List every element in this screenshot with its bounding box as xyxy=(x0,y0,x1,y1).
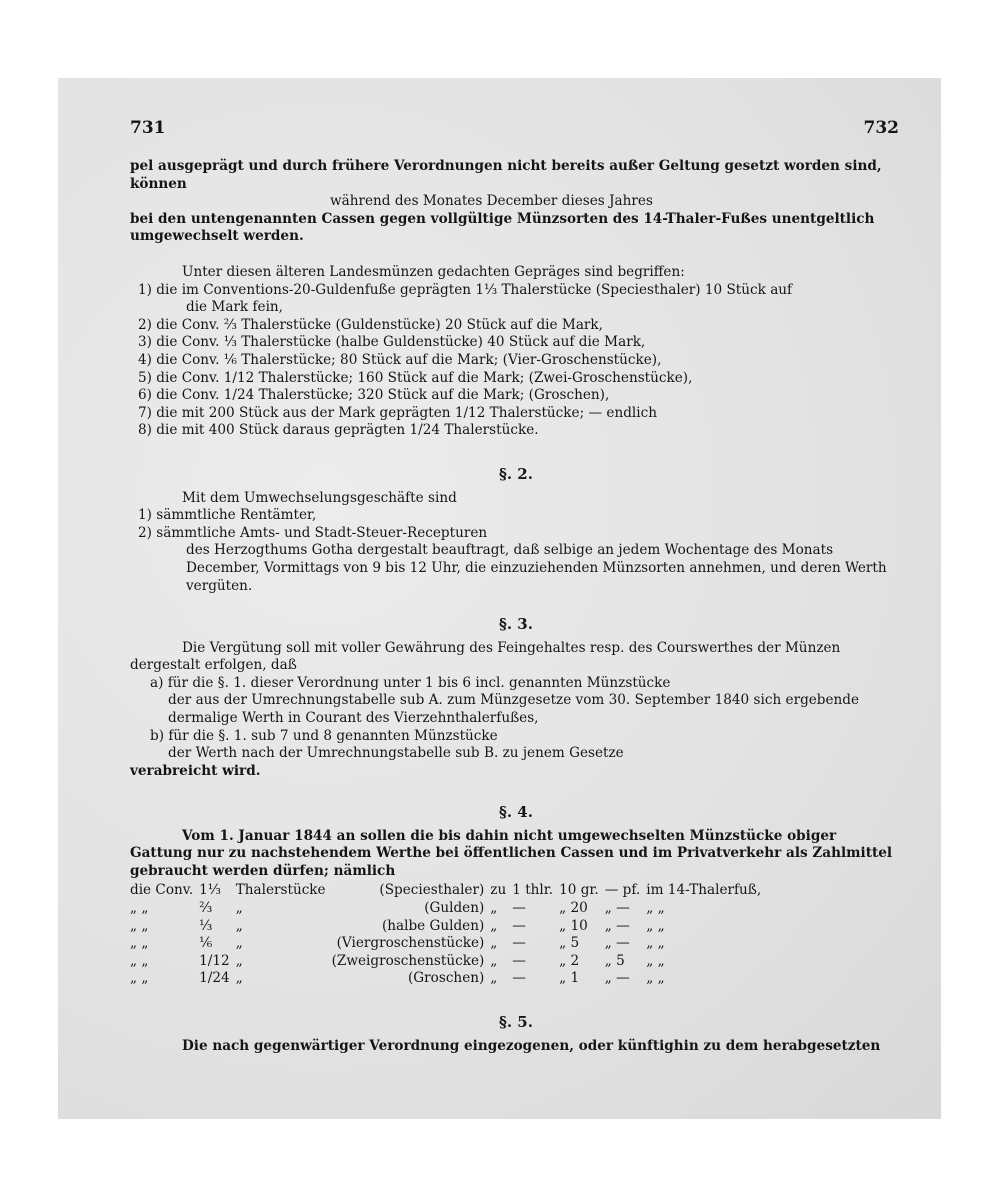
section-2-heading: §. 2. xyxy=(499,465,533,483)
s3-b-cont: der Werth nach der Umrechnungstabelle sub B. zu jenem Gesetze xyxy=(168,745,624,762)
s3-a-text: für die §. 1. dieser Verordnung unter 1 bis 6 incl. genannten Münzstücke xyxy=(167,674,671,691)
s2-cont: des Herzogthums Gotha dergestalt beauftragt, daß selbige an jedem Wochentage des Monats December, Vormittags von 9 bis 12 Uhr, die einzuziehenden Münzsorten annehmen, und deren Werth vergüten. xyxy=(186,542,887,594)
cell-frac: 1/12 xyxy=(199,952,230,969)
section-4 xyxy=(130,804,902,988)
s3-end: verabreicht wird. xyxy=(130,762,261,779)
list-text: die Conv. 1/24 Thalerstücke; 320 Stück auf die Mark; (Groschen), xyxy=(156,387,610,404)
cell-pf: „ — xyxy=(604,917,630,934)
intro-line-1: pel ausgeprägt und durch frühere Verordnungen nicht bereits außer Geltung gesetzt worden sind, können xyxy=(130,158,882,192)
s2-text: sämmtliche Rentämter, xyxy=(156,507,317,524)
cell-tail: „ „ xyxy=(646,970,665,987)
section-3-heading: §. 3. xyxy=(499,615,533,633)
list-num: 8) xyxy=(138,422,152,439)
coin-list xyxy=(130,264,902,440)
list-text: die im Conventions-20-Guldenfuße geprägten 1⅓ Thalerstücke (Speciesthaler) 10 Stück auf xyxy=(156,281,793,298)
cell-gr: „ 5 xyxy=(559,935,580,952)
list-text: die Conv. ⅙ Thalerstücke; 80 Stück auf die Mark; (Vier-Groschenstücke), xyxy=(156,351,662,368)
cell-thlr: — xyxy=(512,917,526,934)
cell-kind: „ xyxy=(235,935,243,952)
table-row xyxy=(130,918,767,936)
list-intro: Unter diesen älteren Landesmünzen gedachten Gepräges sind begriffen: xyxy=(182,264,685,280)
s3-b-text: für die §. 1. sub 7 und 8 genannten Münzstücke xyxy=(168,727,498,744)
list-text: die Conv. ⅔ Thalerstücke (Guldenstücke) 20 Stück auf die Mark, xyxy=(156,316,603,333)
intro-line-2: während des Monates December dieses Jahres xyxy=(330,193,653,210)
list-text: die mit 400 Stück daraus geprägten 1/24 Thalerstücke. xyxy=(156,422,539,439)
section-4-text: Vom 1. Januar 1844 an sollen die bis dahin nicht umgewechselten Münzstücke obiger Gattung nur zu nachstehendem Werthe bei öffentlichen Cassen und im Privatverkehr als Zahlmittel gebraucht werden dürfen; nämlich xyxy=(130,827,893,879)
cell-name: (halbe Gulden) xyxy=(381,917,485,934)
section-4-heading: §. 4. xyxy=(499,803,533,821)
cell-thlr: — xyxy=(512,970,526,987)
list-num: 3) xyxy=(138,334,152,351)
scanned-page xyxy=(58,78,941,1119)
intro-line-3: bei den untengenannten Cassen gegen vollgültige Münzsorten des 14-Thaler-Fußes unentgeltlich umgewechselt werden. xyxy=(130,210,875,245)
cell-frac: ⅓ xyxy=(199,917,213,934)
cell-name: (Speciesthaler) xyxy=(379,882,485,899)
cell-c1: die Conv. xyxy=(130,882,194,899)
cell-tail: „ „ xyxy=(646,899,665,916)
s3-a-label: a) xyxy=(150,674,164,691)
cell-c1: „ „ xyxy=(130,952,149,969)
cell-tail: „ „ xyxy=(646,935,665,952)
cell-zu: „ xyxy=(490,917,498,934)
section-3-text: Die Vergütung soll mit voller Gewährung des Feingehaltes resp. des Courswerthes der Münzen dergestalt erfolgen, daß xyxy=(130,639,841,674)
cell-frac: 1⅓ xyxy=(199,882,221,899)
cell-kind: „ xyxy=(235,952,243,969)
cell-name: (Gulden) xyxy=(424,899,485,916)
s3-a-cont: der aus der Umrechnungstabelle sub A. zum Münzgesetze vom 30. September 1840 sich ergebende dermalige Werth in Courant des Vierzehnthalerfußes, xyxy=(168,692,860,726)
cell-kind: „ xyxy=(235,970,243,987)
s2-num: 1) xyxy=(138,507,152,524)
cell-c1: „ „ xyxy=(130,935,149,952)
table-row xyxy=(130,953,767,971)
section-2-intro: Mit dem Umwechselungsgeschäfte sind xyxy=(182,489,457,506)
cell-zu: „ xyxy=(490,970,498,987)
list-text: die Conv. ⅓ Thalerstücke (halbe Guldenstücke) 40 Stück auf die Mark, xyxy=(156,334,646,351)
cell-gr: „ 1 xyxy=(559,970,580,987)
s2-num: 2) xyxy=(138,524,152,541)
cell-gr: „ 10 xyxy=(559,917,588,934)
list-num: 5) xyxy=(138,369,152,386)
cell-zu: zu xyxy=(490,882,507,899)
cell-kind: Thalerstücke xyxy=(235,882,326,899)
table-row xyxy=(130,900,767,918)
list-num: 6) xyxy=(138,387,152,404)
cell-zu: „ xyxy=(490,952,498,969)
cell-frac: ⅙ xyxy=(199,935,213,952)
cell-pf: „ — xyxy=(604,970,630,987)
cell-name: (Zweigroschenstücke) xyxy=(331,952,485,969)
cell-tail: „ „ xyxy=(646,952,665,969)
cell-gr: „ 20 xyxy=(559,899,588,916)
cell-c1: „ „ xyxy=(130,899,149,916)
s3-b-label: b) xyxy=(150,727,165,744)
cell-tail: im 14-Thalerfuß, xyxy=(646,882,762,899)
section-3 xyxy=(130,616,902,780)
list-num: 4) xyxy=(138,351,152,368)
cell-pf: „ 5 xyxy=(604,952,625,969)
intro-paragraph xyxy=(130,158,902,246)
cell-thlr: 1 thlr. xyxy=(512,882,554,899)
table-row xyxy=(130,970,767,988)
cell-pf: „ — xyxy=(604,935,630,952)
cell-gr: 10 gr. xyxy=(559,882,599,899)
cell-kind: „ xyxy=(235,899,243,916)
cell-zu: „ xyxy=(490,935,498,952)
table-row xyxy=(130,935,767,953)
cell-name: (Groschen) xyxy=(408,970,485,987)
page-number-left: 731 xyxy=(130,118,166,138)
cell-frac: ⅔ xyxy=(199,899,213,916)
cell-frac: 1/24 xyxy=(199,970,230,987)
cell-thlr: — xyxy=(512,952,526,969)
cell-gr: „ 2 xyxy=(559,952,580,969)
section-5-heading: §. 5. xyxy=(499,1013,533,1031)
table-row xyxy=(130,882,767,900)
section-5-text: Die nach gegenwärtiger Verordnung eingezogenen, oder künftighin zu dem herabgesetzten xyxy=(182,1037,881,1054)
cell-tail: „ „ xyxy=(646,917,665,934)
list-num: 1) xyxy=(138,281,152,298)
cell-name: (Viergroschenstücke) xyxy=(336,935,485,952)
section-5 xyxy=(130,1014,902,1055)
rates-table xyxy=(130,882,767,988)
cell-thlr: — xyxy=(512,935,526,952)
cell-thlr: — xyxy=(512,899,526,916)
section-2 xyxy=(130,466,902,595)
s2-text: sämmtliche Amts- und Stadt-Steuer-Recepturen xyxy=(156,524,488,541)
cell-pf: — pf. xyxy=(604,882,641,899)
list-text: die Conv. 1/12 Thalerstücke; 160 Stück auf die Mark; (Zwei-Groschenstücke), xyxy=(156,369,693,386)
cell-c1: „ „ xyxy=(130,917,149,934)
cell-kind: „ xyxy=(235,917,243,934)
list-text: die mit 200 Stück aus der Mark geprägten 1/12 Thalerstücke; — endlich xyxy=(156,404,657,421)
list-num: 2) xyxy=(138,316,152,333)
cell-c1: „ „ xyxy=(130,970,149,987)
list-num: 7) xyxy=(138,404,152,421)
cell-zu: „ xyxy=(490,899,498,916)
cell-pf: „ — xyxy=(604,899,630,916)
list-cont: die Mark fein, xyxy=(186,299,283,316)
page-number-right: 732 xyxy=(863,118,899,138)
